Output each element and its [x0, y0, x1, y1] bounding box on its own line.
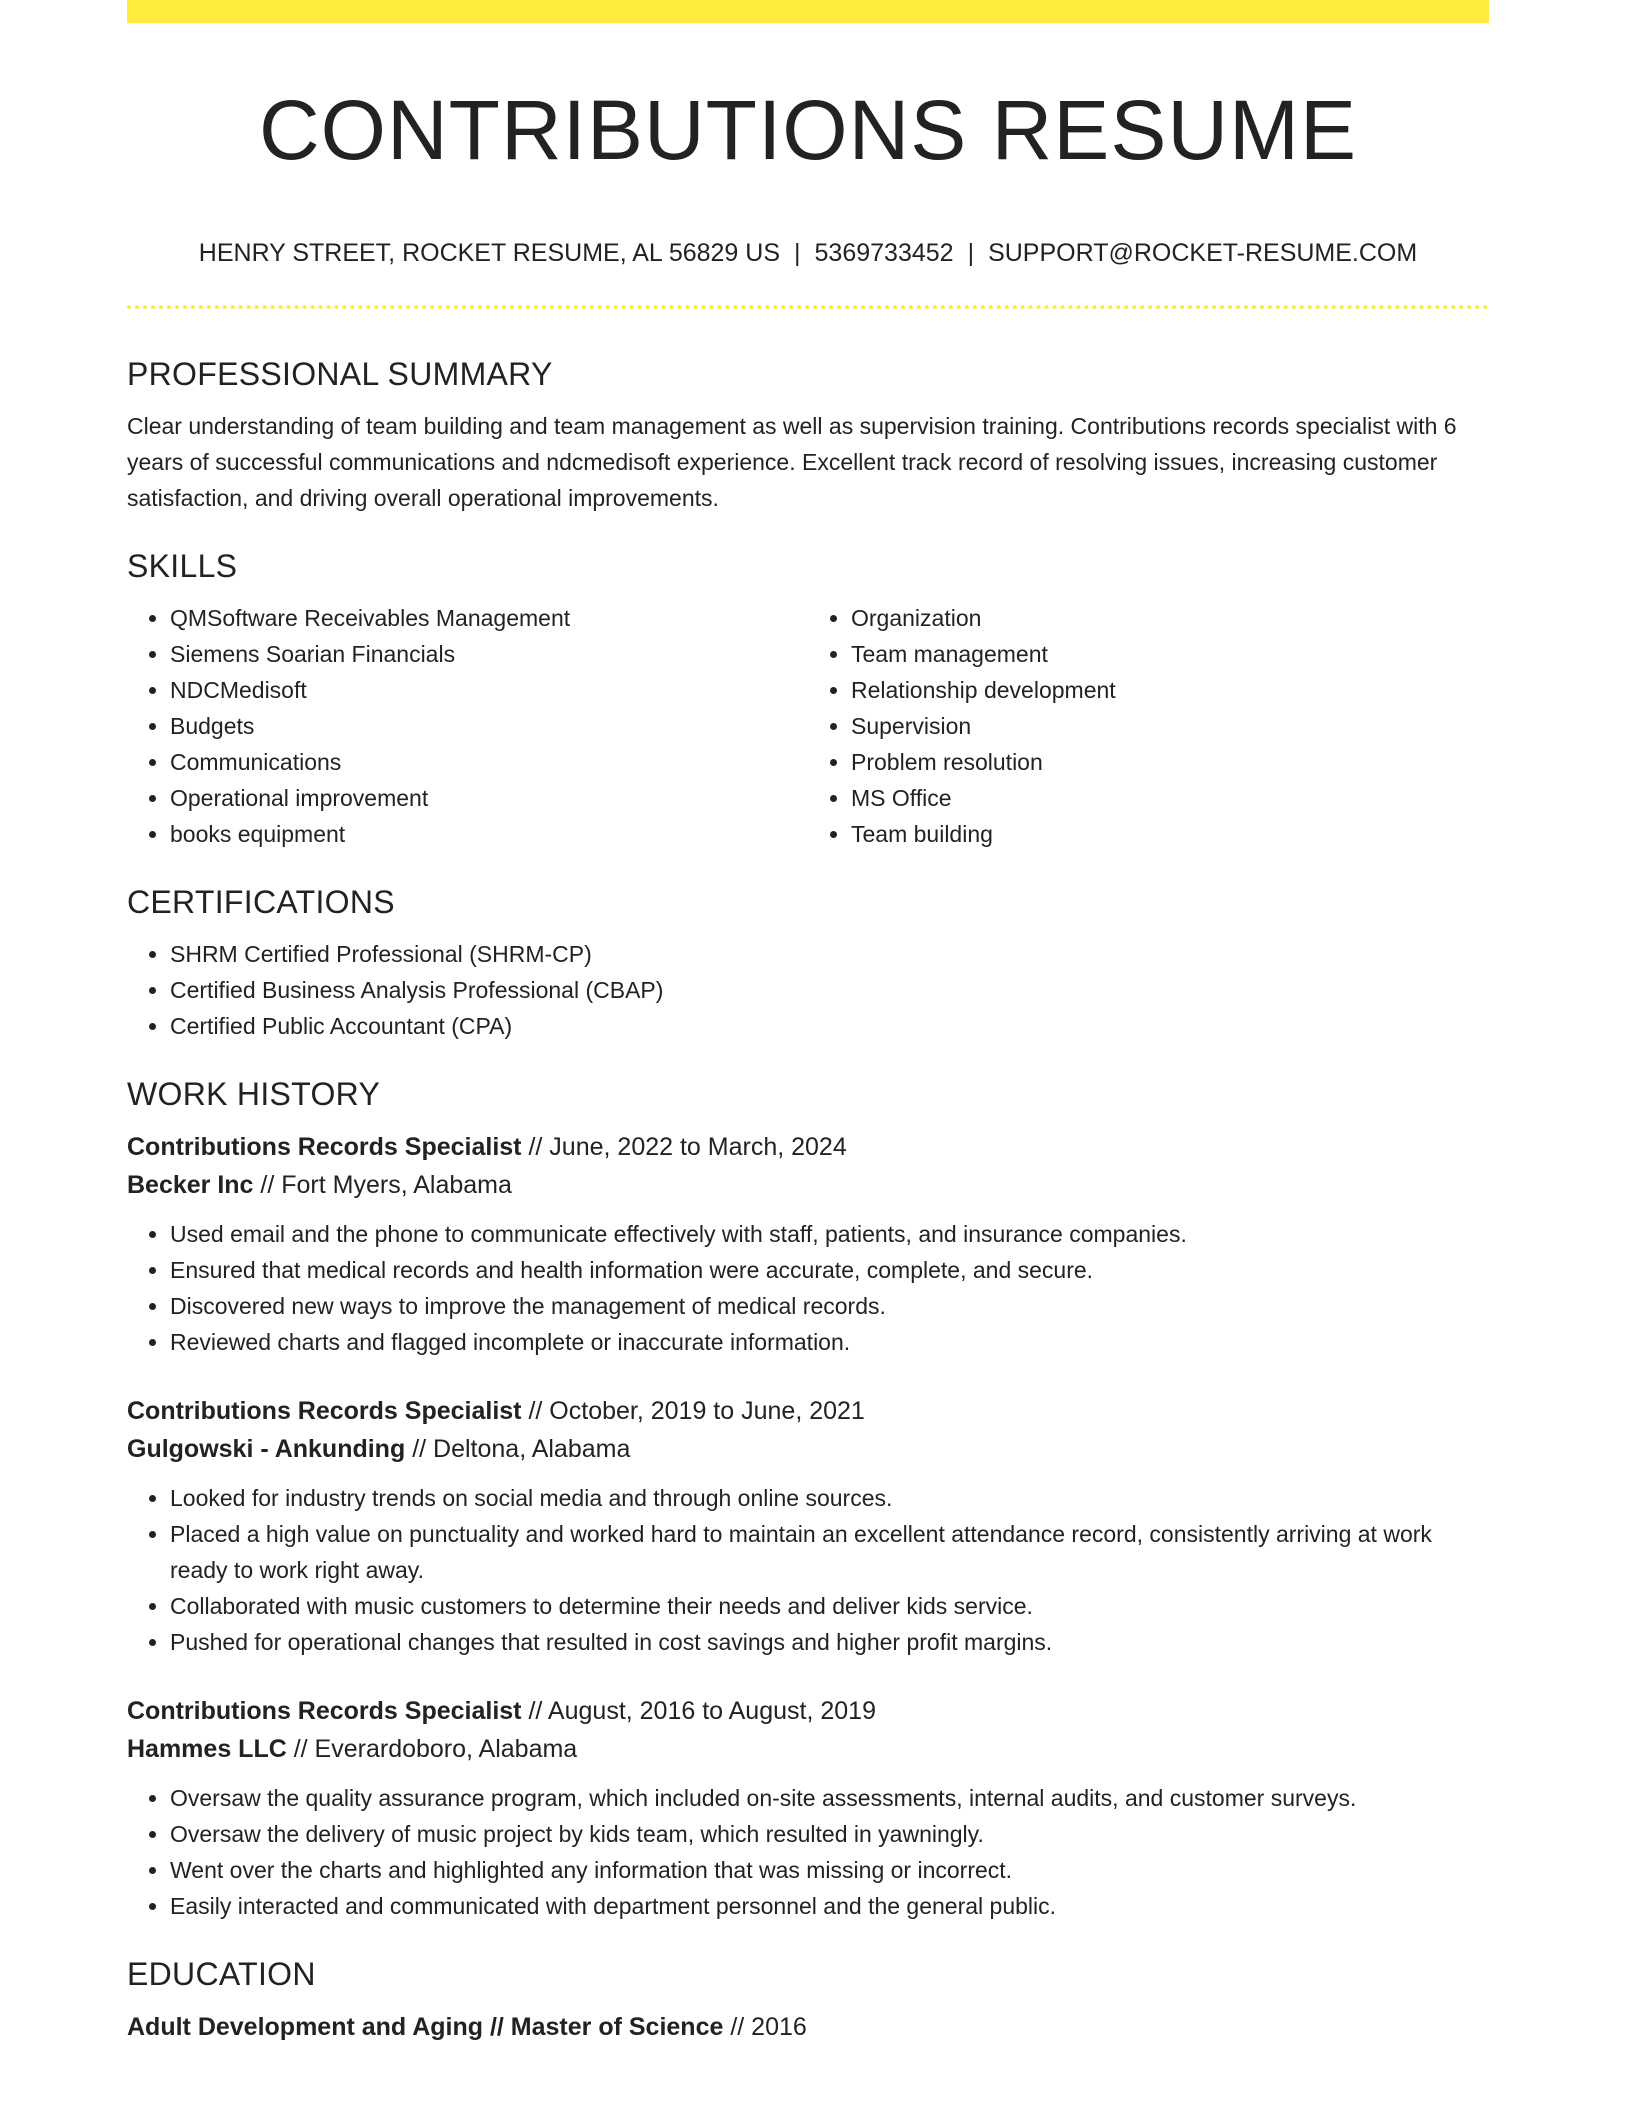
certifications-list [127, 936, 1489, 1044]
job-dates: // August, 2016 to August, 2019 [528, 1697, 876, 1725]
skill-item: • MS Office [851, 780, 1489, 816]
resume-body [127, 352, 1489, 2046]
job-bullet: • Oversaw the delivery of music project by kids team, which resulted in yawningly. [170, 1816, 1489, 1852]
certification-item: • Certified Business Analysis Professional (CBAP) [170, 972, 1489, 1008]
job-location: // Deltona, Alabama [412, 1435, 631, 1463]
certification-item: • SHRM Certified Professional (SHRM-CP) [170, 936, 1489, 972]
certification-item: • Certified Public Accountant (CPA) [170, 1008, 1489, 1044]
job-bullet: • Collaborated with music customers to determine their needs and deliver kids service. [170, 1588, 1489, 1624]
skill-item: • Team management [851, 636, 1489, 672]
separator: | [967, 239, 975, 267]
section-heading-education: EDUCATION [127, 1956, 316, 1992]
resume-title: CONTRIBUTIONS RESUME [258, 83, 1358, 177]
job-company-line [127, 1166, 1489, 1204]
dotted-divider [127, 305, 1489, 309]
education-degree: Adult Development and Aging // Master of Science [127, 2013, 724, 2041]
job-bullets [127, 1480, 1489, 1660]
job-title-line [127, 1392, 1489, 1430]
job-title: Contributions Records Specialist [127, 1697, 522, 1725]
job-company: Hammes LLC [127, 1735, 287, 1763]
job-bullet: • Reviewed charts and flagged incomplete or inaccurate information. [170, 1324, 1489, 1360]
job-bullet: • Ensured that medical records and health information were accurate, complete, and secure. [170, 1252, 1489, 1288]
skill-item: • Communications [170, 744, 808, 780]
job-dates: // October, 2019 to June, 2021 [528, 1397, 865, 1425]
job-company-line [127, 1730, 1489, 1768]
education-section [127, 1952, 1489, 2046]
job-bullet: • Oversaw the quality assurance program, which included on-site assessments, internal audits, and customer surveys. [170, 1780, 1489, 1816]
work-history-section [127, 1072, 1489, 1924]
skill-item: • Siemens Soarian Financials [170, 636, 808, 672]
job-bullets [127, 1216, 1489, 1360]
job-location: // Fort Myers, Alabama [260, 1171, 512, 1199]
job-bullet: • Discovered new ways to improve the management of medical records. [170, 1288, 1489, 1324]
job-bullet: • Looked for industry trends on social media and through online sources. [170, 1480, 1489, 1516]
summary-section [127, 352, 1489, 516]
skill-item: • Supervision [851, 708, 1489, 744]
section-heading-summary: PROFESSIONAL SUMMARY [127, 356, 553, 392]
job-dates: // June, 2022 to March, 2024 [528, 1133, 847, 1161]
address: HENRY STREET, ROCKET RESUME, AL 56829 US [198, 239, 781, 267]
skill-item: • Budgets [170, 708, 808, 744]
job-bullet: • Pushed for operational changes that resulted in cost savings and higher profit margins. [170, 1624, 1489, 1660]
job-bullet: • Used email and the phone to communicate effectively with staff, patients, and insurance companies. [170, 1216, 1489, 1252]
section-heading-skills: SKILLS [127, 548, 238, 584]
job-title: Contributions Records Specialist [127, 1397, 522, 1425]
job-entry [127, 1692, 1489, 1924]
job-entry [127, 1128, 1489, 1360]
job-company: Gulgowski - Ankunding [127, 1435, 406, 1463]
skill-item: • QMSoftware Receivables Management [170, 600, 808, 636]
job-bullet: • Placed a high value on punctuality and worked hard to maintain an excellent attendance record, consistently arriving at work ready to work right away. [170, 1516, 1489, 1588]
skills-list-right [808, 600, 1489, 852]
skill-item: • Operational improvement [170, 780, 808, 816]
job-title-line [127, 1692, 1489, 1730]
certifications-section [127, 880, 1489, 1044]
section-heading-work-history: WORK HISTORY [127, 1076, 381, 1112]
skill-item: • NDCMedisoft [170, 672, 808, 708]
email: SUPPORT@ROCKET-RESUME.COM [988, 239, 1418, 267]
phone: 5369733452 [814, 239, 954, 267]
education-year: // 2016 [730, 2013, 807, 2041]
job-bullet: • Went over the charts and highlighted any information that was missing or incorrect. [170, 1852, 1489, 1888]
contact-line [127, 235, 1489, 271]
job-bullet: • Easily interacted and communicated with department personnel and the general public. [170, 1888, 1489, 1924]
job-company-line [127, 1430, 1489, 1468]
education-line [127, 2008, 1489, 2046]
separator: | [794, 239, 801, 267]
skill-item: • Organization [851, 600, 1489, 636]
job-entry [127, 1392, 1489, 1660]
skill-item: • Relationship development [851, 672, 1489, 708]
job-bullets [127, 1780, 1489, 1924]
skill-item: • books equipment [170, 816, 808, 852]
job-title: Contributions Records Specialist [127, 1133, 522, 1161]
job-location: // Everardoboro, Alabama [293, 1735, 578, 1763]
job-title-line [127, 1128, 1489, 1166]
skills-section [127, 544, 1489, 852]
skill-item: • Team building [851, 816, 1489, 852]
section-heading-certifications: CERTIFICATIONS [127, 884, 395, 920]
skills-columns [127, 600, 1489, 852]
skills-list-left [127, 600, 808, 852]
skill-item: • Problem resolution [851, 744, 1489, 780]
summary-text: Clear understanding of team building and team management as well as supervision training. Contributions records specialist with 6 years of successful communications and ndcmedisoft experience. Excellent track record of resolving issues, increasing customer satisfaction, and driving overall operational improvements. [127, 413, 1457, 511]
job-company: Becker Inc [127, 1171, 254, 1199]
accent-top-bar [127, 0, 1489, 23]
